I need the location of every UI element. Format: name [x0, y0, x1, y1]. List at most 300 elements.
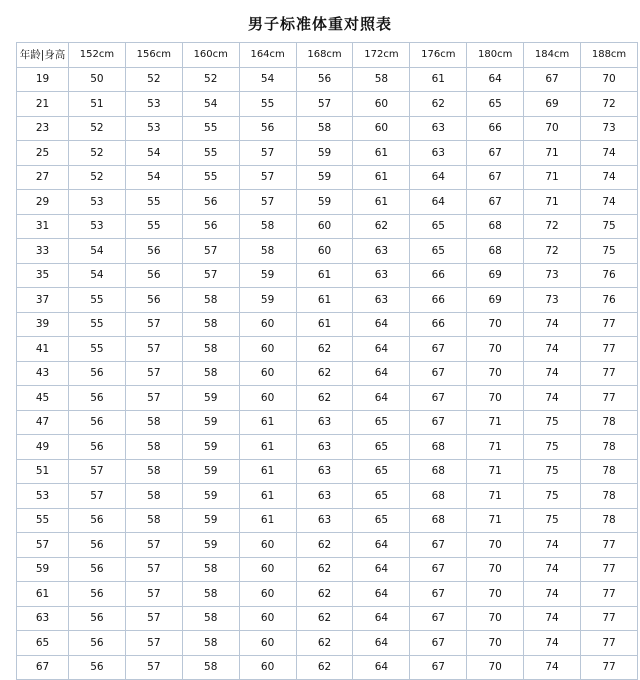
weight-cell: 78	[581, 435, 638, 460]
age-cell: 37	[17, 288, 69, 313]
weight-cell: 57	[125, 655, 182, 680]
weight-table	[16, 42, 638, 680]
age-cell: 51	[17, 459, 69, 484]
weight-cell: 58	[182, 361, 239, 386]
table-row	[17, 263, 638, 288]
weight-cell: 70	[467, 386, 524, 411]
weight-cell: 56	[182, 214, 239, 239]
age-cell: 29	[17, 190, 69, 215]
weight-cell: 52	[69, 141, 126, 166]
age-cell: 25	[17, 141, 69, 166]
weight-cell: 53	[69, 214, 126, 239]
weight-cell: 60	[353, 116, 410, 141]
weight-cell: 61	[239, 484, 296, 509]
height-header: 152cm	[69, 43, 126, 68]
weight-cell: 67	[410, 533, 467, 558]
weight-cell: 68	[410, 508, 467, 533]
table-row	[17, 214, 638, 239]
weight-cell: 58	[182, 312, 239, 337]
weight-cell: 67	[410, 337, 467, 362]
weight-cell: 64	[353, 606, 410, 631]
weight-cell: 75	[524, 484, 581, 509]
age-cell: 35	[17, 263, 69, 288]
weight-cell: 57	[182, 239, 239, 264]
weight-cell: 65	[353, 484, 410, 509]
weight-cell: 56	[69, 606, 126, 631]
weight-cell: 71	[524, 141, 581, 166]
weight-cell: 56	[69, 533, 126, 558]
weight-cell: 60	[239, 655, 296, 680]
weight-cell: 58	[125, 484, 182, 509]
weight-cell: 63	[296, 459, 353, 484]
weight-cell: 58	[125, 508, 182, 533]
weight-cell: 78	[581, 484, 638, 509]
weight-cell: 57	[239, 165, 296, 190]
table-row	[17, 606, 638, 631]
weight-cell: 53	[125, 92, 182, 117]
weight-cell: 56	[125, 263, 182, 288]
weight-cell: 66	[410, 288, 467, 313]
weight-cell: 64	[353, 655, 410, 680]
weight-cell: 67	[467, 190, 524, 215]
weight-cell: 63	[410, 116, 467, 141]
weight-cell: 54	[239, 67, 296, 92]
height-header: 168cm	[296, 43, 353, 68]
weight-cell: 73	[524, 288, 581, 313]
table-row	[17, 459, 638, 484]
weight-cell: 58	[296, 116, 353, 141]
weight-cell: 57	[125, 312, 182, 337]
weight-cell: 67	[410, 606, 467, 631]
weight-cell: 56	[296, 67, 353, 92]
weight-cell: 67	[410, 361, 467, 386]
weight-cell: 63	[410, 141, 467, 166]
weight-cell: 59	[182, 533, 239, 558]
age-cell: 19	[17, 67, 69, 92]
weight-cell: 56	[69, 631, 126, 656]
weight-cell: 62	[353, 214, 410, 239]
weight-cell: 59	[296, 190, 353, 215]
weight-cell: 57	[239, 141, 296, 166]
weight-cell: 70	[467, 337, 524, 362]
age-cell: 47	[17, 410, 69, 435]
weight-cell: 59	[296, 165, 353, 190]
weight-cell: 73	[524, 263, 581, 288]
weight-cell: 57	[125, 557, 182, 582]
height-header: 188cm	[581, 43, 638, 68]
weight-cell: 67	[467, 141, 524, 166]
weight-cell: 66	[410, 263, 467, 288]
weight-cell: 77	[581, 631, 638, 656]
weight-cell: 59	[182, 386, 239, 411]
table-row	[17, 557, 638, 582]
age-cell: 61	[17, 582, 69, 607]
weight-cell: 60	[239, 386, 296, 411]
weight-cell: 67	[410, 386, 467, 411]
weight-cell: 70	[467, 557, 524, 582]
weight-cell: 74	[524, 582, 581, 607]
age-cell: 63	[17, 606, 69, 631]
weight-cell: 65	[467, 92, 524, 117]
weight-cell: 52	[125, 67, 182, 92]
weight-cell: 59	[182, 459, 239, 484]
weight-cell: 65	[410, 239, 467, 264]
weight-cell: 63	[296, 410, 353, 435]
weight-cell: 63	[296, 435, 353, 460]
weight-cell: 70	[467, 582, 524, 607]
weight-cell: 74	[524, 631, 581, 656]
weight-cell: 58	[182, 631, 239, 656]
weight-cell: 77	[581, 655, 638, 680]
weight-cell: 77	[581, 533, 638, 558]
weight-cell: 74	[524, 557, 581, 582]
age-cell: 59	[17, 557, 69, 582]
weight-cell: 75	[524, 410, 581, 435]
age-cell: 21	[17, 92, 69, 117]
weight-cell: 70	[524, 116, 581, 141]
table-row	[17, 435, 638, 460]
weight-cell: 61	[353, 165, 410, 190]
weight-cell: 57	[296, 92, 353, 117]
age-cell: 57	[17, 533, 69, 558]
age-cell: 33	[17, 239, 69, 264]
weight-cell: 60	[239, 582, 296, 607]
height-header: 160cm	[182, 43, 239, 68]
table-row	[17, 92, 638, 117]
weight-cell: 58	[182, 606, 239, 631]
table-row	[17, 288, 638, 313]
weight-cell: 68	[467, 214, 524, 239]
weight-cell: 63	[296, 508, 353, 533]
age-cell: 27	[17, 165, 69, 190]
table-row	[17, 386, 638, 411]
weight-cell: 62	[296, 533, 353, 558]
weight-cell: 75	[524, 508, 581, 533]
weight-cell: 77	[581, 361, 638, 386]
weight-cell: 62	[410, 92, 467, 117]
weight-cell: 58	[239, 214, 296, 239]
height-header: 172cm	[353, 43, 410, 68]
weight-cell: 71	[467, 435, 524, 460]
weight-cell: 72	[524, 239, 581, 264]
weight-cell: 67	[410, 655, 467, 680]
table-row	[17, 508, 638, 533]
weight-cell: 63	[353, 263, 410, 288]
weight-cell: 77	[581, 337, 638, 362]
weight-cell: 70	[467, 361, 524, 386]
weight-cell: 75	[524, 435, 581, 460]
weight-cell: 56	[69, 410, 126, 435]
weight-cell: 75	[581, 214, 638, 239]
weight-cell: 61	[296, 312, 353, 337]
weight-cell: 58	[125, 459, 182, 484]
weight-cell: 65	[353, 435, 410, 460]
weight-cell: 64	[353, 312, 410, 337]
height-header: 184cm	[524, 43, 581, 68]
weight-cell: 65	[353, 508, 410, 533]
weight-cell: 61	[296, 263, 353, 288]
weight-cell: 69	[467, 263, 524, 288]
weight-cell: 56	[69, 361, 126, 386]
weight-cell: 62	[296, 582, 353, 607]
weight-cell: 67	[410, 410, 467, 435]
weight-cell: 74	[524, 337, 581, 362]
weight-cell: 67	[410, 631, 467, 656]
weight-cell: 61	[353, 190, 410, 215]
weight-cell: 66	[410, 312, 467, 337]
weight-cell: 59	[296, 141, 353, 166]
table-row	[17, 67, 638, 92]
table-row	[17, 165, 638, 190]
weight-cell: 55	[125, 190, 182, 215]
weight-cell: 72	[581, 92, 638, 117]
weight-cell: 77	[581, 582, 638, 607]
weight-cell: 70	[467, 533, 524, 558]
weight-cell: 76	[581, 288, 638, 313]
weight-cell: 61	[239, 508, 296, 533]
age-cell: 49	[17, 435, 69, 460]
weight-cell: 67	[410, 557, 467, 582]
table-row	[17, 337, 638, 362]
weight-cell: 55	[69, 337, 126, 362]
weight-cell: 74	[524, 533, 581, 558]
weight-cell: 60	[239, 533, 296, 558]
corner-header: 年龄|身高	[17, 43, 69, 68]
weight-cell: 54	[125, 141, 182, 166]
weight-cell: 57	[182, 263, 239, 288]
weight-cell: 64	[410, 165, 467, 190]
weight-cell: 56	[239, 116, 296, 141]
weight-cell: 57	[125, 631, 182, 656]
weight-cell: 70	[467, 631, 524, 656]
weight-cell: 58	[182, 582, 239, 607]
weight-cell: 61	[353, 141, 410, 166]
weight-cell: 74	[524, 361, 581, 386]
weight-cell: 64	[353, 386, 410, 411]
weight-cell: 77	[581, 557, 638, 582]
weight-cell: 74	[581, 165, 638, 190]
weight-cell: 68	[467, 239, 524, 264]
weight-cell: 71	[524, 190, 581, 215]
table-row	[17, 116, 638, 141]
table-row	[17, 239, 638, 264]
weight-cell: 74	[524, 312, 581, 337]
weight-cell: 59	[239, 288, 296, 313]
weight-cell: 68	[410, 484, 467, 509]
age-cell: 55	[17, 508, 69, 533]
height-header: 156cm	[125, 43, 182, 68]
table-row	[17, 141, 638, 166]
age-cell: 39	[17, 312, 69, 337]
weight-cell: 71	[467, 410, 524, 435]
height-header: 180cm	[467, 43, 524, 68]
age-cell: 45	[17, 386, 69, 411]
weight-cell: 56	[69, 655, 126, 680]
weight-cell: 76	[581, 263, 638, 288]
weight-cell: 58	[353, 67, 410, 92]
weight-cell: 71	[467, 508, 524, 533]
weight-cell: 64	[353, 361, 410, 386]
weight-cell: 59	[182, 435, 239, 460]
weight-cell: 65	[353, 459, 410, 484]
weight-cell: 55	[182, 116, 239, 141]
weight-cell: 65	[353, 410, 410, 435]
weight-cell: 73	[581, 116, 638, 141]
weight-cell: 78	[581, 410, 638, 435]
weight-cell: 54	[125, 165, 182, 190]
weight-cell: 58	[125, 435, 182, 460]
table-row	[17, 582, 638, 607]
weight-cell: 61	[410, 67, 467, 92]
weight-cell: 52	[69, 116, 126, 141]
weight-cell: 53	[69, 190, 126, 215]
weight-cell: 60	[239, 606, 296, 631]
weight-cell: 58	[182, 288, 239, 313]
weight-cell: 71	[467, 459, 524, 484]
weight-cell: 59	[182, 410, 239, 435]
weight-cell: 64	[353, 337, 410, 362]
weight-cell: 68	[410, 459, 467, 484]
height-header: 176cm	[410, 43, 467, 68]
weight-cell: 55	[69, 312, 126, 337]
weight-cell: 70	[581, 67, 638, 92]
weight-cell: 58	[239, 239, 296, 264]
weight-cell: 56	[69, 508, 126, 533]
weight-cell: 58	[182, 557, 239, 582]
weight-cell: 61	[239, 410, 296, 435]
table-title: 男子标准体重对照表	[247, 15, 392, 33]
table-body	[17, 67, 638, 680]
weight-cell: 61	[239, 459, 296, 484]
weight-cell: 78	[581, 508, 638, 533]
weight-cell: 70	[467, 312, 524, 337]
weight-cell: 75	[524, 459, 581, 484]
weight-cell: 60	[239, 631, 296, 656]
weight-cell: 57	[69, 459, 126, 484]
height-header: 164cm	[239, 43, 296, 68]
weight-cell: 69	[524, 92, 581, 117]
weight-cell: 53	[125, 116, 182, 141]
weight-cell: 57	[125, 337, 182, 362]
weight-cell: 65	[410, 214, 467, 239]
weight-cell: 70	[467, 606, 524, 631]
weight-cell: 77	[581, 606, 638, 631]
weight-cell: 56	[125, 239, 182, 264]
weight-cell: 55	[182, 165, 239, 190]
weight-cell: 74	[524, 606, 581, 631]
age-cell: 31	[17, 214, 69, 239]
weight-cell: 78	[581, 459, 638, 484]
age-cell: 43	[17, 361, 69, 386]
weight-cell: 50	[69, 67, 126, 92]
weight-cell: 62	[296, 606, 353, 631]
weight-cell: 52	[69, 165, 126, 190]
age-cell: 53	[17, 484, 69, 509]
weight-cell: 74	[581, 190, 638, 215]
weight-cell: 62	[296, 631, 353, 656]
weight-cell: 60	[239, 337, 296, 362]
weight-cell: 61	[239, 435, 296, 460]
weight-cell: 55	[182, 141, 239, 166]
weight-cell: 56	[69, 582, 126, 607]
weight-cell: 67	[467, 165, 524, 190]
weight-cell: 64	[353, 582, 410, 607]
weight-cell: 61	[296, 288, 353, 313]
weight-cell: 77	[581, 386, 638, 411]
weight-cell: 56	[69, 386, 126, 411]
weight-cell: 75	[581, 239, 638, 264]
weight-cell: 52	[182, 67, 239, 92]
weight-cell: 54	[69, 239, 126, 264]
weight-cell: 55	[239, 92, 296, 117]
weight-cell: 57	[125, 361, 182, 386]
weight-cell: 57	[69, 484, 126, 509]
age-cell: 65	[17, 631, 69, 656]
weight-cell: 55	[69, 288, 126, 313]
weight-cell: 55	[125, 214, 182, 239]
weight-cell: 62	[296, 557, 353, 582]
weight-cell: 71	[524, 165, 581, 190]
header-row	[17, 43, 638, 68]
table-row	[17, 312, 638, 337]
weight-cell: 59	[182, 484, 239, 509]
weight-cell: 57	[125, 582, 182, 607]
weight-cell: 67	[524, 67, 581, 92]
age-cell: 41	[17, 337, 69, 362]
weight-cell: 63	[353, 288, 410, 313]
weight-cell: 74	[524, 655, 581, 680]
weight-cell: 62	[296, 386, 353, 411]
weight-cell: 64	[353, 533, 410, 558]
weight-cell: 62	[296, 361, 353, 386]
weight-cell: 64	[353, 631, 410, 656]
weight-cell: 57	[239, 190, 296, 215]
weight-cell: 67	[410, 582, 467, 607]
weight-cell: 68	[410, 435, 467, 460]
weight-cell: 60	[353, 92, 410, 117]
table-row	[17, 533, 638, 558]
weight-cell: 57	[125, 533, 182, 558]
weight-cell: 60	[239, 312, 296, 337]
weight-cell: 72	[524, 214, 581, 239]
weight-cell: 66	[467, 116, 524, 141]
weight-cell: 60	[239, 557, 296, 582]
weight-cell: 59	[182, 508, 239, 533]
weight-cell: 62	[296, 337, 353, 362]
weight-cell: 74	[581, 141, 638, 166]
weight-cell: 58	[182, 655, 239, 680]
weight-cell: 58	[125, 410, 182, 435]
weight-cell: 60	[296, 239, 353, 264]
weight-cell: 54	[182, 92, 239, 117]
weight-cell: 64	[467, 67, 524, 92]
weight-cell: 54	[69, 263, 126, 288]
weight-cell: 56	[182, 190, 239, 215]
weight-cell: 62	[296, 655, 353, 680]
weight-cell: 56	[69, 557, 126, 582]
table-row	[17, 410, 638, 435]
weight-cell: 71	[467, 484, 524, 509]
weight-cell: 60	[239, 361, 296, 386]
age-cell: 23	[17, 116, 69, 141]
weight-cell: 51	[69, 92, 126, 117]
weight-cell: 74	[524, 386, 581, 411]
weight-cell: 69	[467, 288, 524, 313]
weight-cell: 63	[296, 484, 353, 509]
weight-cell: 57	[125, 606, 182, 631]
weight-cell: 64	[410, 190, 467, 215]
weight-cell: 57	[125, 386, 182, 411]
